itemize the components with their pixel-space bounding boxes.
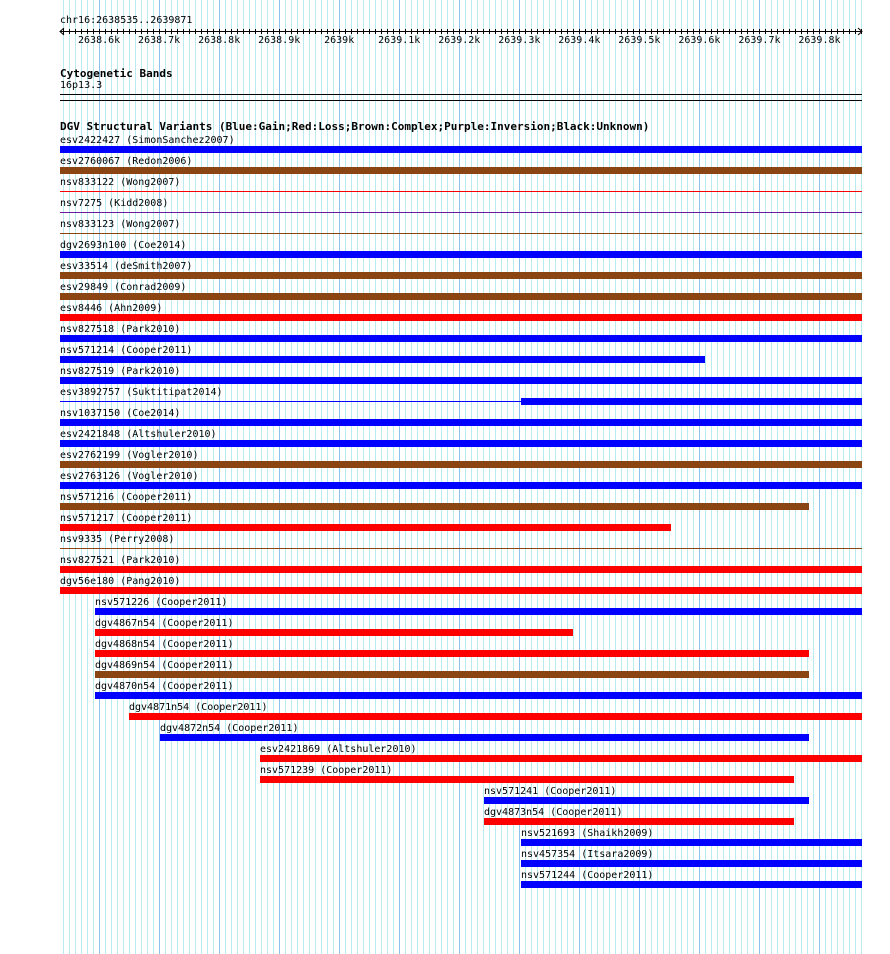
variant-label[interactable]: nsv571239 (Cooper2011) bbox=[260, 765, 393, 776]
variant-bar-loss[interactable] bbox=[60, 587, 862, 594]
variant-label[interactable]: dgv4869n54 (Cooper2011) bbox=[95, 660, 234, 671]
variant-label[interactable]: nsv571244 (Cooper2011) bbox=[521, 870, 654, 881]
variant-label[interactable]: dgv4871n54 (Cooper2011) bbox=[129, 702, 268, 713]
cytoband-label: 16p13.3 bbox=[60, 80, 103, 91]
variant-bar-loss[interactable] bbox=[260, 755, 862, 762]
variant-label[interactable]: nsv7275 (Kidd2008) bbox=[60, 198, 169, 209]
variant-label[interactable]: nsv827519 (Park2010) bbox=[60, 366, 181, 377]
ruler-tick-label: 2639.8k bbox=[798, 35, 841, 46]
variant-label[interactable]: dgv4872n54 (Cooper2011) bbox=[160, 723, 299, 734]
variant-bar-loss[interactable] bbox=[95, 650, 809, 657]
variant-label[interactable]: dgv4868n54 (Cooper2011) bbox=[95, 639, 234, 650]
variant-bar-gain[interactable] bbox=[484, 797, 809, 804]
variant-bar-gain[interactable] bbox=[60, 440, 862, 447]
variant-bar-gain[interactable] bbox=[60, 335, 862, 342]
variant-label[interactable]: esv2421869 (Altshuler2010) bbox=[260, 744, 417, 755]
variant-bar-gain[interactable] bbox=[95, 692, 862, 699]
variant-label[interactable]: dgv4870n54 (Cooper2011) bbox=[95, 681, 234, 692]
variant-label[interactable]: nsv571216 (Cooper2011) bbox=[60, 492, 193, 503]
variant-bar-gain[interactable] bbox=[521, 881, 862, 888]
ruler-tick-label: 2638.6k bbox=[78, 35, 121, 46]
variant-label[interactable]: nsv457354 (Itsara2009) bbox=[521, 849, 654, 860]
variant-label[interactable]: dgv2693n100 (Coe2014) bbox=[60, 240, 187, 251]
variant-bar-loss[interactable] bbox=[95, 629, 573, 636]
variant-label[interactable]: nsv571241 (Cooper2011) bbox=[484, 786, 617, 797]
variant-bar-complex[interactable] bbox=[60, 503, 809, 510]
variant-label[interactable]: nsv571214 (Cooper2011) bbox=[60, 345, 193, 356]
variant-label[interactable]: dgv4873n54 (Cooper2011) bbox=[484, 807, 623, 818]
variant-label[interactable]: nsv9335 (Perry2008) bbox=[60, 534, 175, 545]
variant-label[interactable]: nsv571226 (Cooper2011) bbox=[95, 597, 228, 608]
variant-bar-loss[interactable] bbox=[260, 776, 794, 783]
variant-label[interactable]: esv33514 (deSmith2007) bbox=[60, 261, 193, 272]
variant-label[interactable]: nsv571217 (Cooper2011) bbox=[60, 513, 193, 524]
variant-bar-gain[interactable] bbox=[521, 860, 862, 867]
variant-bar-loss[interactable] bbox=[484, 818, 794, 825]
variant-bar-gain[interactable] bbox=[60, 146, 862, 153]
ruler-tick-label: 2638.8k bbox=[198, 35, 241, 46]
ruler-tick-label: 2639.1k bbox=[378, 35, 421, 46]
variant-label[interactable]: esv2421848 (Altshuler2010) bbox=[60, 429, 217, 440]
variant-label[interactable]: nsv1037150 (Coe2014) bbox=[60, 408, 181, 419]
variant-bar-complex[interactable] bbox=[60, 461, 862, 468]
ruler-tick-label: 2638.7k bbox=[138, 35, 181, 46]
variant-bar-complex[interactable] bbox=[95, 671, 809, 678]
variant-label[interactable]: nsv833123 (Wong2007) bbox=[60, 219, 181, 230]
variant-bar-loss[interactable] bbox=[60, 566, 862, 573]
variant-bar-loss[interactable] bbox=[60, 524, 671, 531]
variant-label[interactable]: dgv56e180 (Pang2010) bbox=[60, 576, 181, 587]
ruler-tick-label: 2639k bbox=[324, 35, 355, 46]
variant-label[interactable]: esv2422427 (SimonSanchez2007) bbox=[60, 135, 235, 146]
variant-label[interactable]: esv3892757 (Suktitipat2014) bbox=[60, 387, 223, 398]
variant-label[interactable]: esv2760067 (Redon2006) bbox=[60, 156, 193, 167]
ruler-tick-label: 2639.7k bbox=[738, 35, 781, 46]
variant-bar-gain[interactable] bbox=[160, 734, 809, 741]
variant-bar-complex[interactable] bbox=[60, 272, 862, 279]
variant-label[interactable]: esv2763126 (Vogler2010) bbox=[60, 471, 199, 482]
variant-bar-gain[interactable] bbox=[60, 419, 862, 426]
ruler-tick-label: 2639.6k bbox=[678, 35, 721, 46]
ruler-tick-label: 2639.4k bbox=[558, 35, 601, 46]
ruler-tick-label: 2639.3k bbox=[498, 35, 541, 46]
dgv-track-title[interactable]: DGV Structural Variants (Blue:Gain;Red:Loss;Brown:Complex;Purple:Inversion;Black:Unknown) bbox=[60, 120, 650, 133]
variant-bar-gain[interactable] bbox=[521, 398, 862, 405]
ruler-tick-label: 2638.9k bbox=[258, 35, 301, 46]
variant-bar-complex[interactable] bbox=[60, 167, 862, 174]
variant-bar-gain[interactable] bbox=[95, 608, 862, 615]
variant-label[interactable]: nsv827518 (Park2010) bbox=[60, 324, 181, 335]
variant-label[interactable]: esv8446 (Ahn2009) bbox=[60, 303, 163, 314]
cytoband-track-title[interactable]: Cytogenetic Bands bbox=[60, 67, 173, 80]
variant-bar-gain[interactable] bbox=[60, 377, 862, 384]
variant-label[interactable]: nsv827521 (Park2010) bbox=[60, 555, 181, 566]
variant-label[interactable]: esv29849 (Conrad2009) bbox=[60, 282, 187, 293]
variant-bar-complex[interactable] bbox=[60, 293, 862, 300]
variant-label[interactable]: dgv4867n54 (Cooper2011) bbox=[95, 618, 234, 629]
variant-bar-gain[interactable] bbox=[60, 251, 862, 258]
ruler-tick-label: 2639.5k bbox=[618, 35, 661, 46]
variant-bar-loss[interactable] bbox=[129, 713, 862, 720]
variant-bar-loss[interactable] bbox=[60, 314, 862, 321]
variant-label[interactable]: esv2762199 (Vogler2010) bbox=[60, 450, 199, 461]
ruler-tick-label: 2639.2k bbox=[438, 35, 481, 46]
variant-bar-gain[interactable] bbox=[60, 482, 862, 489]
variant-bar-gain[interactable] bbox=[60, 356, 705, 363]
position-label: chr16:2638535..2639871 bbox=[60, 15, 193, 26]
variant-bar-gain[interactable] bbox=[521, 839, 862, 846]
variant-label[interactable]: nsv833122 (Wong2007) bbox=[60, 177, 181, 188]
variant-label[interactable]: nsv521693 (Shaikh2009) bbox=[521, 828, 654, 839]
